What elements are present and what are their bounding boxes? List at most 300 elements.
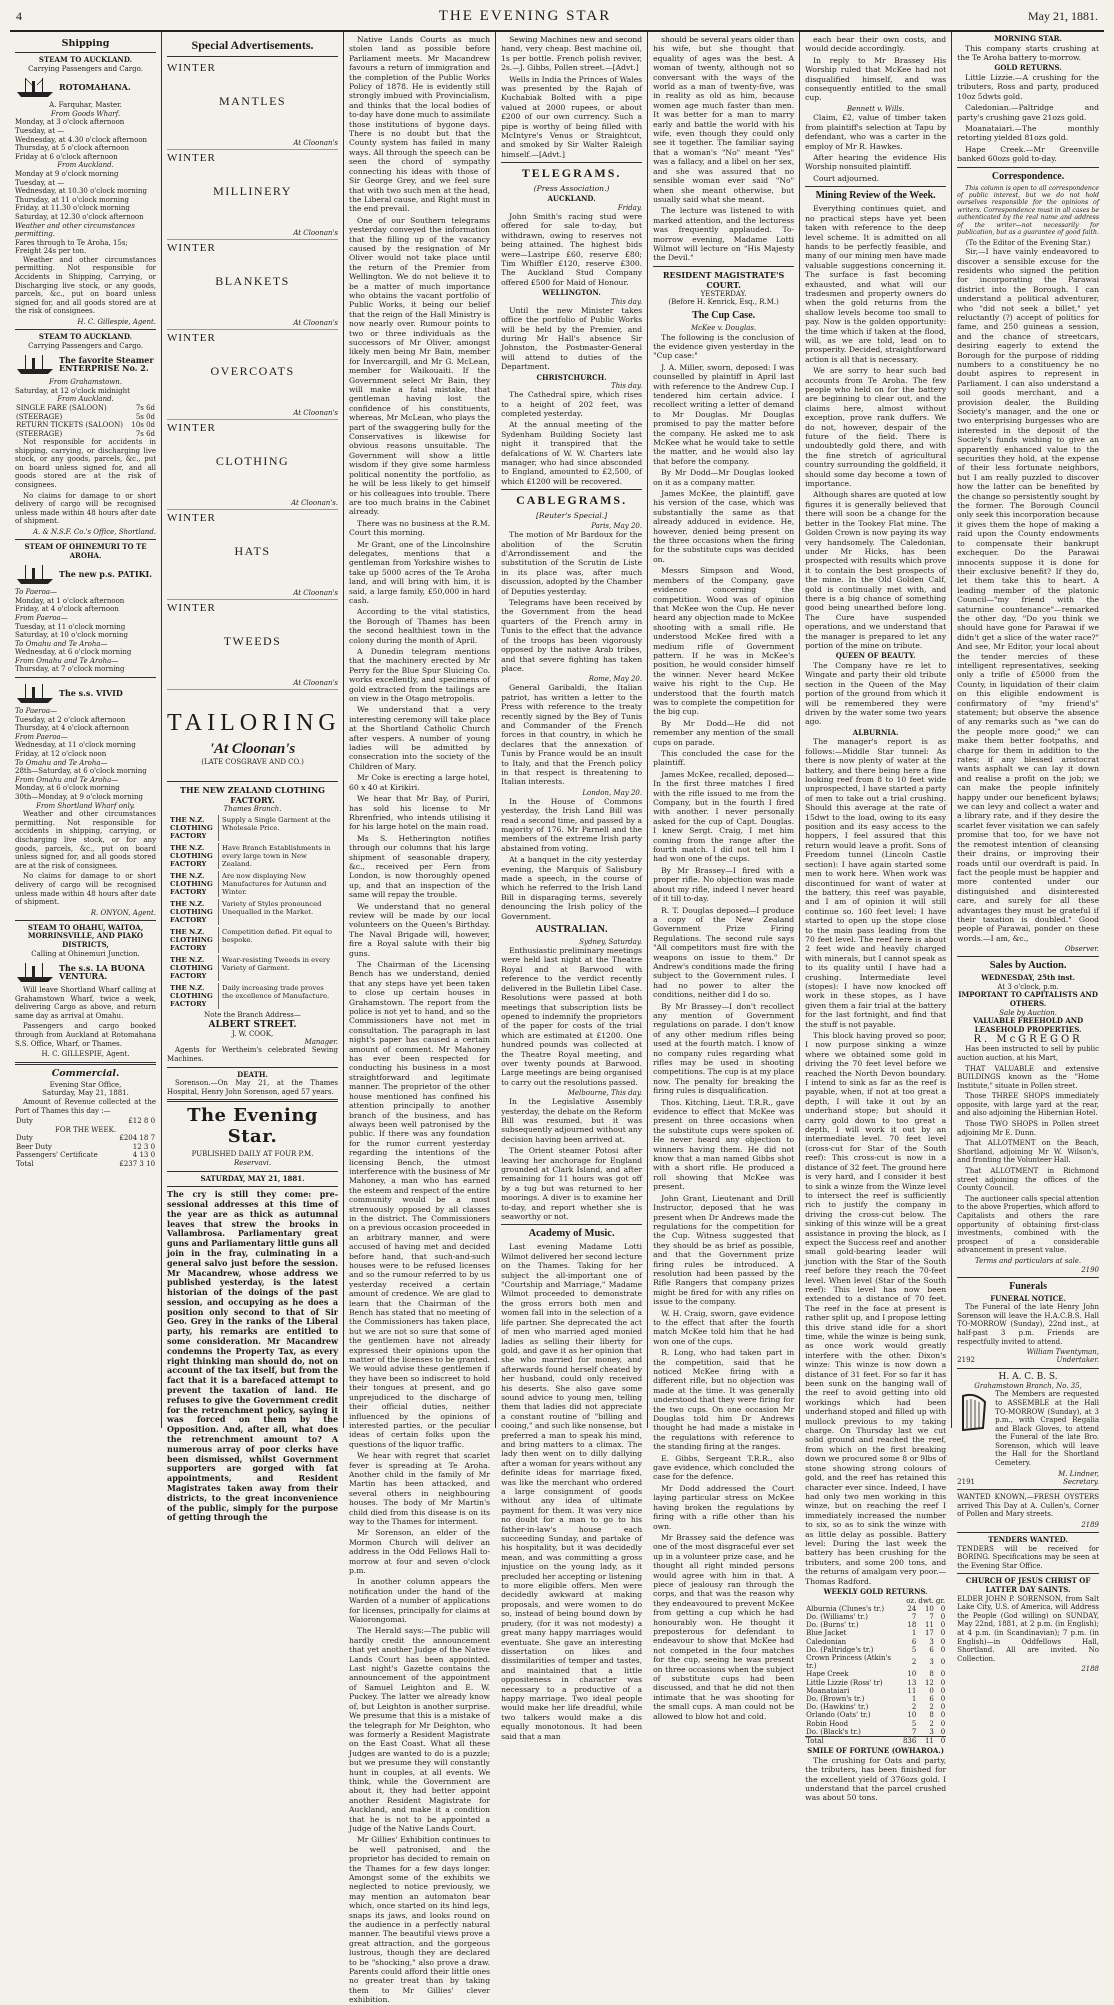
gold-value: 6 xyxy=(929,1645,934,1654)
ad-text: Weather and other circumstances permitting. Not responsible for Accidents in Shipping, Carrying, or Discharging live stock, or any goods, parcels, &c., put on board unless signed for, and all goods stored are at the risk of consignees. xyxy=(15,255,157,316)
dateline: Sydney, Saturday. xyxy=(579,938,643,947)
ad-text: Will leave Shortland Wharf calling at Grahamstown Wharf, twice a week, delivering Cargo as above, and return same day as arrival at Omahu. xyxy=(15,986,157,1020)
dateline: Paris, May 20. xyxy=(591,522,643,531)
revenue-label: Duty xyxy=(16,1117,33,1126)
gold-value: 7 xyxy=(911,1612,917,1621)
auction-text: Those THREE SHOPS immediately opposite, with large yard at the rear, and also adjoining the Hibernian Hotel. xyxy=(957,1092,1100,1118)
fare-label: (STEERAGE) xyxy=(16,412,63,421)
court-text: The following is the conclusion of the evidence given yesterday in the "Cup case:" xyxy=(653,332,795,361)
court-heading: RESIDENT MAGISTRATE'S COURT. xyxy=(662,269,785,290)
court-text: Claim, £2, value of timber taken from plaintiff's selection at Tapu by defendant, who was a carter in the employ of Mr R. Hawkes. xyxy=(805,113,947,151)
gold-value: 5 xyxy=(911,1719,917,1728)
ad-title: STEAM TO AUCKLAND. xyxy=(38,55,133,64)
cable-text: General Garibaldi, the Italian patriot, has written a letter to the Press with reference to the treaty recently signed by the Bey of Tunis and Commander of the French forces in that country, in which he declares that the annexation of Tunis by France would be an insult to Italy, and that the French policy in that respect is threatening to Italian interests. xyxy=(501,683,643,787)
ad-title: STEAM TO AUCKLAND. xyxy=(38,332,133,342)
schedule-line: Friday, at 12 o'clock noon xyxy=(15,750,107,759)
section-heading: Commercial. xyxy=(51,1067,120,1079)
ship-name: The s.s. VIVID xyxy=(59,687,123,698)
gold-value: 11 xyxy=(907,1686,917,1695)
nz-row xyxy=(169,955,336,981)
court-day: YESTERDAY. xyxy=(700,289,747,298)
lecture-text: Last evening Madame Lotti Wilmot delivered her second lecture on the Thames. Taking for her subject the all-important one of "Courtship and Marriage," Madame Wilmot proceeded to demonstrate the gross errors both men and women fall into in the selection of a life partner. She deprecated the act of men who married aged monied ladies as selling their liberty for gold, and gave it as her opinion that she who married for money, and afterwards found herself cheated by her husband, could only received his deserts. She also gave some sound advice to young men, telling them that ladies did not appreciate a constant routine of "billing and cooing," and such like nonsense, but preferred a man to speak his mind, and bring matters to a climax. The lady then went on to dilly dallying after a woman for years without any definite ideas for marriage fixed, was like the merchant who ordered a large consignment of goods without any idea of ultimate payment for them. It was very nice no doubt for a man to go to his father-in-law's house each succeeding Sunday, and partake of his hospitality, but it was decidedly mean, and was committing a gross injustice on the young lady, as it precluded her accepting or listening to more eligible offers. Men were decidedly awkward at making proposals, and were women to do so, instead of being bound down by prudery, (for it was not modesty) a great many happy marriages would eventuate. She gave an interesting dissertation on likes and dissimilarities of temper and tastes, and maintained that a little oppositeness in character was necessary to a productive of a happy marriage. Two ideal people would make her life dreadful, while two talkers would make a dis equally monotonous. It had been said that a man xyxy=(501,1242,643,1741)
gold-value: 10 xyxy=(924,1604,934,1613)
revenue-week-label: FOR THE WEEK. xyxy=(54,1125,117,1134)
mine-name: Do. (Hawkins' tr.) xyxy=(806,1703,869,1712)
column-special-ads xyxy=(162,32,344,1523)
mine-name: Do. (Paltridge's tr.) xyxy=(806,1645,874,1654)
gold-value: 2 xyxy=(929,1719,934,1728)
church-heading: CHURCH OF JESUS CHRIST OF LATTER DAY SAINTS. xyxy=(965,1576,1091,1594)
undertaker-title: Undertaker. xyxy=(1056,1356,1100,1365)
column-court xyxy=(648,32,800,1721)
editorial-paragraph: One of our Southern telegrams yesterday conveyed the information that the filling up of the vacancy caused by the resignation of Mr Oliver would not take place until the return of the Premier from Wellington. We do not believe it to be a matter of much importance who obtains the vacant portfolio of Public Works, it being our belief that the reign of the Hall Ministry is now nearly over. Rumour points to two or three individuals as the successors of Mr Oliver, amongst likely men being Mr Bain, member for Invercargill, and Mr G. McLean, member for Waikouaiti. If the Government select Mr Bain, they will make a fatal mistake, that gentleman having lost the confidence of his constituents, whereas, Mr McLean, who plays the part of the swaggering bully for the Conservatives is likewise for obvious reasons unsuitable. The Government will show a little wisdom if they give some harmless political nonentity the portfolio, as he will be less likely to get himself or his colleagues into trouble. There are too much brains in the Cabinet already. xyxy=(349,215,491,517)
schedule-line: Wednesday, at 10.30 o'clock morning xyxy=(15,187,147,196)
court-text: Mr Dodd addressed the Court laying particular stress on McKee having broken the regulations by firing with a rifle other than his own. xyxy=(653,1483,795,1531)
telegram-text: The Cathedral spire, which rises to a height of 202 feet, was completed yesterday. xyxy=(501,390,643,418)
nz-factory-claim: Supply a Single Garment at the Wholesale Price. xyxy=(222,816,331,833)
death-heading: DEATH. xyxy=(237,1069,268,1079)
published-line: PUBLISHED DAILY AT FOUR P.M. xyxy=(191,1150,314,1159)
gold-value: 1 xyxy=(911,1629,917,1638)
auction-terms: Terms and particulars at sale. xyxy=(975,1256,1082,1265)
winter-word: WINTER xyxy=(167,422,216,434)
news-paragraph: Mr Grant, one of the Lincolnshire delegates, mentions that a gentleman from Yorkshire wishes to take up 5000 acres of the Te Aroha land, and will bring with him, it is said, a large family, £50,000 in hard cash. xyxy=(349,539,491,605)
mining-text: This company starts crushing at the Te Aroha battery to-morrow. xyxy=(957,43,1100,62)
correspondence-note: This column is open to all correspondence of public interest, but we do not hold ourselves responsible for the opinions of writers. Correspondence must in all cases be authenticated by the real name and address of the writer—not necessarily for publication, but as a guarantee of good faith. xyxy=(957,184,1100,237)
winter-ad xyxy=(167,600,338,690)
route-label: From Omahu and Te Aroha— xyxy=(15,775,119,784)
cup-case-heading: The Cup Case. xyxy=(692,309,756,321)
gold-row xyxy=(805,1613,946,1621)
gold-row xyxy=(805,1703,946,1711)
news-paragraph: We hear with regret that scarlet fever is spreading at Te Aroha. Another child in the family of Mr Martin has been attacked, and several others in neighbouring houses. The body of Mr Martin's child died from this disease is on its way to the Thames for interment. xyxy=(349,1451,491,1526)
schedule-line: Friday, at 11.30 o'clock morning xyxy=(15,204,130,213)
route-label: To Paeroa— xyxy=(15,588,58,597)
auctioneer-name: R. McGREGOR xyxy=(973,1034,1083,1046)
court-text: W. H. Craig, sworn, gave evidence to the effect that after the fourth match McKee told him that he had won one of the cups. xyxy=(653,1308,795,1346)
schedule-line: Monday at 9 o'clock morning xyxy=(15,169,119,178)
route-label: To Paeroa— xyxy=(15,707,58,716)
ad-number: 2192 xyxy=(957,1356,975,1365)
steamship-icon xyxy=(15,562,55,586)
gold-row xyxy=(805,1629,946,1637)
gold-header-row xyxy=(805,1597,946,1605)
mine-subheading: SMILE OF FORTUNE (OWHAROA.) xyxy=(807,1746,945,1756)
winter-ads xyxy=(167,60,338,690)
schedule-line: Monday, at 6 o'clock morning xyxy=(15,784,120,793)
ship-name: The s.s. LA BUONA VENTURA. xyxy=(59,962,145,982)
letter-to: (To the Editor of the Evening Star.) xyxy=(965,238,1091,247)
court-text: Court adjourned. xyxy=(813,173,879,183)
revenue-value: £12 8 0 xyxy=(128,1117,156,1126)
church-text: ELDER JOHN P. SORENSON, from Salt Lake City, U.S. of America, will Address the People (God willing) on SUNDAY, May 22nd, 1881, at 2 p.m. (in English); at 4 p.m. (in Scandinavian); 7 p.m. (in English)—in Oddfellows Hall, Shortland. All are invited. No Collection. xyxy=(957,1594,1100,1663)
editorial-text: The cry is still they come: pre-sessional addresses at this time of the year are as thick as autumnal leaves that strew the brooks in Vallambrosa. Parliamentary great guns and Parliamentary little guns all join in the fray, culminating in a general salvo just before the session. Mr Macandrew, whose address we published yesterday, is the latest historian of the doings of the past session, and occupying as he does a position only second to that of Sir Geo. Grey in the ranks of the Liberal party, his remarks are entitled to some consideration. Mr Macandrew condemns the Property Tax, as every right thinking man should do, not on account of the tax itself, but from the fact that it is a barefaced attempt to prevent the taxation of land. He refuses to give the Government credit for the retrenchment policy, saying it was forced on them by the Opposition. And, after all, what does the retrenchment amount to? A numerous array of poor clerks have been dismissed, whilst Government supporters are gorged with fat appointments, and Resident Magistrates taken away from their districts, to the great inconvenience of the public, simply for the purpose of getting through the xyxy=(167,1189,339,1523)
funeral-notice-title: FUNERAL NOTICE. xyxy=(990,1293,1066,1303)
ad-note: From Shortland Wharf only. xyxy=(36,801,135,810)
winter-item: TWEEDS xyxy=(223,634,282,648)
gold-value: 2 xyxy=(911,1658,917,1667)
manager-title: Manager. xyxy=(304,1038,339,1047)
news-paragraph: In another column appears the notification under the hand of the Warden of a number of applications for licenses, principally for claims at Waiorongomai. xyxy=(349,1577,491,1625)
route-label: From Paeroa— xyxy=(15,613,68,622)
nz-row xyxy=(169,843,336,869)
auction-text: Has been instructed to sell by public auction auction, at his Mart, xyxy=(957,1045,1100,1062)
press-association: (Press Association.) xyxy=(533,184,610,194)
nz-row xyxy=(169,983,336,1009)
ad-note: Weather and other circumstances permitting. xyxy=(15,221,135,239)
dateline: WELLINGTON. xyxy=(542,288,601,298)
advt-paragraph: Sewing Machines new and second hand, very cheap. Best machine oil, 1s per bottle. French polish reviver, 2s.—J. Gibbs, Pollen street.—[Advt.] xyxy=(501,35,643,73)
court-before: (Before H. Kenrick, Esq., R.M.) xyxy=(668,298,779,307)
paper-title: THE EVENING STAR xyxy=(438,8,612,24)
gold-value: 7 xyxy=(929,1612,934,1621)
secretary-name: M. Lindner, xyxy=(1058,1469,1100,1478)
schedule-line: Thursday, at 11 o'clock morning xyxy=(15,195,129,204)
auction-date: WEDNESDAY, 25th inst. xyxy=(981,973,1076,983)
winter-word: WINTER xyxy=(167,62,216,74)
mine-subheading: ALBURNIA. xyxy=(852,727,899,737)
revenue-table xyxy=(15,1117,156,1126)
news-paragraph: Mr Gillies' Exhibition continues to be well patronised, and the proprietor has decided to remain on the Thames for a few days longer. Amongst some of the exhibits we neglected to notice previously, we may mention an automaton bear which, once started on its hind legs, snaps its jaws, and looks round on the audience in a perfectly natural manner. The beautiful views prove a great attraction, and the gorgeous lustrous, though they are declared to be "shocking," also prove a draw. Parents could afford their little ones no greater treat than by taking them to Mr Gillies' clever exhibition. xyxy=(349,1835,491,2005)
cable-text: Enthusiastic preliminary meetings were held last night at the Theatre Royal and at Barwood with reference to the verdict recently delivered in the Bulletin Libel Case. Resolutions were passed at both meetings that subscription lists be opened to indemnify the proprietors of the paper for costs of the trial which are estimated at £1200. One hundred pounds was collected at the Theatre Royal meeting, and over twenty pounds at Barwood. Large meetings are being organised to carry out the resolutions passed. xyxy=(501,946,643,1087)
australian-heading: AUSTRALIAN. xyxy=(535,924,608,936)
nz-factory-heading: THE NEW ZEALAND CLOTHING FACTORY. xyxy=(180,784,325,805)
dateline: London, May 20. xyxy=(582,788,643,797)
winter-word: WINTER xyxy=(167,242,216,254)
auction-text: THAT VALUABLE and extensive BUILDINGS known as the "Home Institute," situate in Pollen street. xyxy=(957,1064,1100,1090)
gold-value: 0 xyxy=(940,1612,946,1621)
fare-value: 10s 0d xyxy=(131,421,156,429)
winter-location: At Cloonan's xyxy=(293,589,339,597)
death-notice: Sorenson.—On May 21, at the Thames Hospital, Henry John Sorenson, aged 57 years. xyxy=(167,1079,339,1096)
gold-row xyxy=(805,1695,946,1703)
route-label: From Grahamstown. xyxy=(48,378,123,387)
gold-value: 7 xyxy=(911,1727,917,1736)
revenue-row xyxy=(15,1151,156,1160)
nz-factory-label: THE N.Z. CLOTHING FACTORY xyxy=(169,983,219,1009)
court-text: By Mr Brassey—I fired with a proper rifle. No objection was made about my rifle, indeed I never heard of it till to-day. xyxy=(653,865,795,904)
gold-returns-heading: WEEKLY GOLD RETURNS. xyxy=(823,1586,928,1596)
news-paragraph: We understand that no general review will be made by our local volunteers on the Queen's Birthday. The Naval Brigade will, however, fire a Royal salute with their big guns. xyxy=(349,901,491,958)
revenue-value: £204 18 7 xyxy=(119,1134,156,1143)
fare-row xyxy=(15,421,156,430)
winter-ad xyxy=(167,240,338,330)
revenue-row xyxy=(15,1117,156,1126)
ad-agent: R. ONYON, Agent. xyxy=(90,908,157,917)
news-paragraph: The Chairman of the Licensing Bench has we understand, denied that any steps have yet been taken to close up certain houses in Grahamstown. The report from the police is not yet to hand, and so the Commissioners have not met in consultation. The paragraph in last night's paper has caused a certain amount of comment. Mr Mahoney has ever been respected for conducting his business in a most straightforward and legitimate manner. The proprietor of the other house mentioned has confined his attention principally to another branch of the business, and has always been well patronised by the public. If there was any foundation for the rumor current yesterday regarding the intentions of the licensing Bench, the utmost interference with the business of Mr Mahoney, a man who has earned the esteem and respect of the entire community would be a most strenuously opposed by all classes in the district. The Commissioners on a previous occasion proceeded in an arbitrary manner, and were accused of having met and decided before hand, that such-and-such houses were to be refused licenses and so the rumour referred to by us yesterday received a certain amount of credence. We are glad to learn that the Chairman of the Bench has stated that no meeting of the Commissioners has taken place, but we are not so sure that some of the gentlemen have not already expressed their opinions upon the matter of the licenses to be granted. We would advise these gentlemen if they have been so indiscreet to hold their tongues at present, and go unprejudiced to the discharge of their official duties, neither influenced by the opinions of interested parties, or the peculiar ideas of certain folks upon the questions of the liquor traffic. xyxy=(349,960,491,1449)
at-cloonans: 'At Cloonan's xyxy=(209,741,296,757)
nz-row xyxy=(169,871,336,897)
schedule-line: Friday at 6 o'clock afternoon xyxy=(15,152,118,161)
gold-value: 2 xyxy=(929,1703,934,1712)
gold-row xyxy=(805,1670,946,1678)
gold-row xyxy=(805,1605,946,1613)
auction-text: That ALLOTMENT on the Beach, Shortland, adjoining Mr W. Wilson's, and fronting the Volunteer Hall. xyxy=(957,1139,1100,1165)
dateline-day: This day. xyxy=(610,297,643,306)
cable-text: Telegrams have been received by the Government from the head quarters of the French army in Tunis to the effect that the advance of the troops has been vigorously opposed by the native Arab tribes, and that severe fighting has taken place. xyxy=(501,598,643,673)
winter-item: CLOTHING xyxy=(215,454,290,468)
winter-item: MILLINERY xyxy=(213,184,292,198)
gold-value: 24 xyxy=(907,1604,917,1613)
winter-word: WINTER xyxy=(167,332,216,344)
commercial-date: Saturday, May 21, 1881. xyxy=(42,1089,129,1098)
court-text: In reply to Mr Brassey His Worship ruled that McKee had not disqualified himself, and was consequently entitled to the small cup. xyxy=(805,55,947,103)
news-paragraph: A Dunedin telegram mentions that the machinery erected by Mr Perry for the Blue Spur Sluicing Co. works excellently, and specimens of gold extracted from the tailings are on view in the Otago metropolis. xyxy=(349,647,491,704)
gold-value: 0 xyxy=(940,1658,946,1667)
gold-value: 0 xyxy=(940,1637,946,1646)
nz-factory-label: THE N.Z. CLOTHING FACTORY xyxy=(169,815,219,841)
winter-location: At Cloonan's xyxy=(293,229,339,237)
ad-number: 2191 xyxy=(957,1477,975,1486)
ship-master: A. Farquhar, Master. xyxy=(49,101,122,110)
agents-note: Agents for Wertheim's celebrated Sewing Machines. xyxy=(167,1046,339,1063)
ship-ad xyxy=(15,562,156,586)
steamship-icon xyxy=(15,681,55,705)
schedule-line: Tuesday, at 11 o'clock morning xyxy=(15,622,126,631)
news-paragraph: The Herald says:—The public will hardly credit the announcement that yet another Judge of the Native Lands Court has been appointed. Last night's Gazette contains the announcement of the appointment of Samuel Leighton and E. W. Puckey. The latter we already know of, but Leighton is another surprise. We presume that this is a mistake of the telegraph for Mr Deighton, who was formerly a Resident Magistrate on the East Coast. What all these Judges are wanted to do is a puzzle; but we presume they will constantly hunt in couples, at all events. We think, while the Government are about it, they had better appoint another Resident Magistrate for Auckland, and make it a condition that he is not to be appointed a Judge of the Native Lands Court. xyxy=(349,1626,491,1833)
column-mining xyxy=(800,32,952,1803)
mine-subheading: GOLD RETURNS. xyxy=(994,63,1062,73)
editorial-paragraph: Native Lands Courts as much stolen land as possible before Parliament meets. Mr Macandrew favours a return of immigration and the completion of the Public Works Policy of 1878. He is evidently still strongly imbued with Provincialism, and thinks that the local bodies of to-day have done much to assimilate those institutions of bygone days. There is no doubt but that the County system has failed in many ways. All through the speech can be seen the chord of sympathy connecting his ideas with those of Sir George Grey, and we feel sure that with two such men at the head, the Liberal cause, and Right must in the end prevail. xyxy=(349,35,491,214)
winter-item: MANTLES xyxy=(218,94,287,108)
nz-factory-label: THE N.Z. CLOTHING FACTORY xyxy=(169,843,219,869)
mining-text: This block having proved so poor, I now purpose sinking a winze where we obtained some gold in driving the 70 feet level before we reached the North Devon boundary. I intend to sink as far as the reef is payable, when, if not at too great a depth, I will take it out by an underhand stope; but should it carry gold down to too great a depth, I will work it out by an intermediate level. 70 feet level (cross-cut for Star of the South reef): This cross-cut is now in a distance of 32 feet. The ground here is very hard, and I consider it best to sink a winze from the Winze level to intersect the reef is sufficiently rich to justify the company in driving the cross-cut below. The sinking of this winze will be a great assistance in proving the block, as I expect the Success reef and another small gold-bearing leader will junction with the Star of the South reef before they reach the 70-feet level. When level (Star of the South reef): This level has now been extended to a distance of 70 feet. The reef in the face at present is rather split up, and I propose letting this drive stand idle for a short time, while the winze is being sunk, as once work would greatly interfere with the other. Dixon's winze: This winze is now down a distance of 31 feet. For so far it has been sunk on the hanging wall of the reef to avoid getting into old workings which had been underhand stoped and filled up with mullock previous to my taking charge. On Thursday last we cut solid ground and reached the reef, from which on the first breaking down we procured some 8 or 9lbs of stone showing strong colours of gold, and the reef has retained this character ever since. Indeed, I have had only two men working in this winze, but on reaching the reef I immediately increased the number to six, so as to sink the winze with as little delay as possible. Battery level: During the last week the battery has been crushing for the tributers, and some 200 tons, and the returns of amalgam very poor.—Thomas Radford. xyxy=(805,1031,947,1586)
wanted-known-text: WANTED KNOWN,—FRESH OYSTERS arrived This Day at A. Cullen's, Corner of Pollen and Mary streets. xyxy=(957,1493,1100,1519)
route-label: From Goods Wharf. xyxy=(50,109,121,118)
lecture-text: The lecture was listened to with marked attention, and the lecturess was frequently applauded. To-morrow evening, Madame Lotti Wilmot will lecture on "His Majesty the Devil." xyxy=(653,206,795,263)
gold-value: 11 xyxy=(924,1621,934,1630)
telegram-text: Until the new Minister takes office the portfolio of Public Works will be held by the Premier, and during Mr Hall's absence Sir Johnston, the Postmaster-General will attend to duties of the Department. xyxy=(501,305,643,372)
ad-agent: H. C. Gillespie, Agent. xyxy=(77,318,157,327)
gold-row xyxy=(805,1638,946,1646)
gold-value: 0 xyxy=(940,1645,946,1654)
schedule-line: 30th—Monday, at 9 o'clock morning xyxy=(15,793,143,801)
court-text: After hearing the evidence His Worship nonsuited plaintiff. xyxy=(805,153,947,172)
nz-factory-claim: Competition defied. Fit equal to bespoke. xyxy=(222,928,332,945)
mine-name: Do. (Williams' tr.) xyxy=(806,1612,868,1621)
funeral-text: The Funeral of the late Henry John Sorenson will leave the H.A.C.B.S. Hall TO-MORROW (Sunday), 22nd inst., at half-past 3 p.m. Friends are respectfully invited to attend. xyxy=(957,1303,1100,1346)
auction-time: At 3 o'clock, p.m. xyxy=(997,982,1059,991)
harp-icon xyxy=(957,1390,991,1434)
court-text: J. A. Miller, sworn, deposed: I was counselled by plaintiff in April last with reference to the Andrew Cup. I tendered him certain advice. I recollect writing a letter of demand to Mr Douglas. Mr Douglas promised to pay the matter before the company. He asked me to ask McKee what he would take to settle the matter, and he would also lay that before the company. xyxy=(653,362,795,466)
gold-value: 0 xyxy=(940,1719,946,1728)
gold-value: 18 xyxy=(907,1621,917,1630)
gold-row xyxy=(805,1654,946,1670)
section-heading: Shipping xyxy=(61,38,110,49)
fare-row xyxy=(15,430,156,439)
revenue-label: Beer Duty xyxy=(16,1142,52,1151)
evening-star-nameplate: The Evening Star. xyxy=(187,1105,318,1148)
mining-text: Everything continues quiet, and no practical steps have yet been taken with reference to the deep level scheme. It is admitted on all hands to be perfectly feasible, and many of our mining men have made valuable suggestions concerning it. The surface is fast becoming exhausted, and what will our tradesmen and property owners do when the gold returns from the shallow levels become too small to pay. Now is the golden opportunity: the time which if taken at the flood, will, as we are told, lead on to prosperity. Decided, straightforward action is all that is necessary. xyxy=(805,204,947,364)
fare-value: 5s 0d xyxy=(135,412,156,421)
letter-signature: Observer. xyxy=(1064,945,1100,954)
ad-number: 2189 xyxy=(1081,1521,1100,1530)
auction-title: VALUABLE FREEHOLD AND LEASEHOLD PROPERTIES. xyxy=(972,1016,1084,1034)
court-text: Thos. Kitching, Lieut. T.R.R., gave evidence to effect that McKee was present on three occasions when the substitute cups were spoken of. He never heard any objection to winners having them. He did not know that a man named Gibbs shot with a short rifle. He produced a roll showing that McKee was present. xyxy=(653,1097,795,1192)
gold-value: 3 xyxy=(929,1658,934,1667)
route-label: To Omahu and Te Aroha— xyxy=(15,639,108,648)
secretary-title: Secretary. xyxy=(1063,1477,1100,1486)
gold-total-row xyxy=(805,1737,946,1746)
winter-location: At Cloonan's xyxy=(293,679,339,687)
schedule-line: Saturday, at 12 o'clock midnight xyxy=(15,386,130,395)
gold-row xyxy=(805,1687,946,1695)
fare-label: RETURN TICKETS (SALOON) xyxy=(16,421,123,429)
court-text: John Grant, Lieutenant and Drill Instructor, deposed that he was present when Dr Andrews made the regulations for the competition for the Cup. Witness suggested that they should be as brief as possible, and that the Government prize firing rules be introduced. A resolution had been passed by the Rifle Rangers that company prizes might be fired for with any rifles on issue to the company. xyxy=(653,1193,795,1307)
nz-factory-claim: Daily increasing trade proves the excellence of Manufacture. xyxy=(222,984,330,1001)
dateline: CHRISTCHURCH. xyxy=(536,372,607,382)
nz-row xyxy=(169,815,336,841)
mining-text: The Company have re let to Wingate and party their old tribute section in the Queen of the May portion of the ground from which it will be remembered they were driven by the water some two years ago. xyxy=(805,660,947,727)
issue-date: May 21, 1881. xyxy=(1027,9,1098,23)
commercial-office: Evening Star Office, xyxy=(49,1080,122,1089)
mine-name: Total xyxy=(806,1737,824,1746)
academy-heading: Academy of Music. xyxy=(528,1228,615,1240)
gold-value: 5 xyxy=(911,1645,917,1654)
mine-name: Hape Creek xyxy=(806,1670,849,1679)
court-text: E. Gibbs, Sergeant T.R.R., also gave evidence, which concluded the case for the defence. xyxy=(653,1453,795,1482)
funerals-heading: Funerals xyxy=(1009,1280,1047,1292)
schedule-line: Monday, at 1 o'clock afternoon xyxy=(15,596,125,605)
news-paragraph: Mr Coke is erecting a large hotel, 60 x 40 at Kirikiri. xyxy=(349,773,491,792)
ad-text: Not responsible for accidents in shipping, carrying, or discharging live stock, or any goods, parcels, &c., put on board unless signed for, and all goods stored are at the risk of consignees. xyxy=(15,438,157,489)
winter-word: WINTER xyxy=(167,602,216,614)
auction-sale: Sale by Auction. xyxy=(999,1008,1057,1017)
auction-text: The auctioneer calls special attention to the above Properties, which afford to Capitalists and others the rare opportunity of obtaining first-class investments, combined with the prospect of a considerable advancement in present value. xyxy=(957,1194,1100,1255)
page-number: 4 xyxy=(16,9,22,23)
cablegrams-heading: CABLEGRAMS. xyxy=(516,493,628,508)
ad-text: No claims for damage to or short delivery of cargo will be recognised unless made within 48 hours after date of shipment. xyxy=(15,491,157,526)
revenue-total xyxy=(15,1160,156,1169)
winter-ad xyxy=(167,150,338,240)
schedule-line: Tuesday, at 2 o'clock afternoon xyxy=(15,715,126,724)
reuters-special: [Reuter's Special.] xyxy=(535,511,608,521)
steamship-icon xyxy=(15,352,55,376)
nz-factory-claim: Wear-resisting Tweeds in every Variety of Garment. xyxy=(222,956,331,973)
schedule-line: Wednesday, at 4.30 o'clock afternoon xyxy=(15,135,148,144)
court-text: By Mr Brassey—I don't recollect any mention of Government regulations on parade. I don't know of any other medium rifles being used at the fourth match. I know of no company rules regarding what rifles may be used in shooting competitions. The cup is at my place now. The penalty for breaking the firing rules is disqualification. xyxy=(653,1001,795,1096)
auction-heading: Sales by Auction. xyxy=(989,960,1067,972)
branch-label: Thames Branch. xyxy=(223,804,282,813)
commercial-intro: Amount of Revenue collected at the Port of Thames this day :— xyxy=(15,1098,157,1115)
revenue-week-table xyxy=(15,1134,156,1160)
winter-word: WINTER xyxy=(167,512,216,524)
revenue-label: Duty xyxy=(16,1134,33,1143)
section-heading: Special Advertisements. xyxy=(191,38,314,52)
dateline-day: This day. xyxy=(610,382,643,391)
ship-ad xyxy=(15,75,156,99)
fare-table xyxy=(15,404,156,438)
news-paragraph: There was no business at the R.M. Court this morning. xyxy=(349,518,491,538)
gold-value: 10 xyxy=(907,1711,917,1720)
revenue-value: 12 3 0 xyxy=(132,1142,156,1151)
gold-returns-table xyxy=(805,1597,946,1746)
winter-ad xyxy=(167,60,338,150)
news-paragraph: We understand that a very interesting ceremony will take place at the Shortland Catholic Church after vespers. A number of young ladies will be admitted by consecration into the society of the Children of Mary. xyxy=(349,705,491,771)
gold-value: 0 xyxy=(940,1670,946,1679)
nz-factory-label: THE N.Z. CLOTHING FACTORY xyxy=(169,955,219,981)
fare-row xyxy=(15,413,156,422)
ad-fares: Fares through to Te Aroha, 15s; Freight 24s per ton. xyxy=(15,238,128,256)
case-title: Bennett v. Wills. xyxy=(846,104,905,113)
branch-address-label: Note the Branch Address— xyxy=(204,1011,301,1020)
gold-value: 3 xyxy=(929,1637,934,1646)
gold-value: 11 xyxy=(924,1737,934,1746)
route-label: From Omahu and Te Aroha— xyxy=(15,656,119,665)
gold-value: 10 xyxy=(907,1670,917,1679)
hacbs-notice xyxy=(957,1390,1099,1469)
fare-row xyxy=(15,404,156,413)
court-text: By Mr Dodd—Mr Douglas looked on it as a company matter. xyxy=(653,468,795,487)
ad-number: 2188 xyxy=(1081,1665,1100,1674)
gold-header-cell: oz. xyxy=(906,1596,917,1605)
route-label: From Paeroa— xyxy=(15,732,68,741)
mine-name: Crown Princess (Atkin's tr.) xyxy=(806,1653,892,1671)
mining-heading: Mining Review of the Week. xyxy=(815,190,936,202)
letter-text: Sir,—I have vainly endeavored to discover a sensible excuse for the residents who signed the petition for incorporating the Parawai district into the Borough. I can understand a political adventurer, who "did not seek a billet," yet reluctantly (?) accept of politics for fame, and 250 guineas a session, and the chance of streetcars, desiring eagerly to extend the Borough for the purpose of ridding numbers to a constituency he no doubt aspires to represent in Parliament. I can also understand a soil goods merchant, and a provision dealer, the Building Society's manager, and the one or two enterprising burgesses who are interested in the deposit of the Society's funds wishing to give an apparently enhanced value to the securities they hold, at the expense of their less fortunate neighbors, but I am really puzzled to discover how the latter can be benefited by the change so persistently sought by the former. The Borough Council only seek this incorporation because it gives them the hope of making a raid upon the County endowments to compensate their bankrupt exchequer. Do the Parawai innocents suppose it is done for their exclusive benefit? If they do, let them take this to heart. A leading member of the platonic Council—"my friend with the saturnine countenance"—remarked the other day, "Do you think we should have gone for Parawai if we didn't get a slice of the water race?" And see, Mr Editor, your local about the tender mercies of these intelligent representatives, seeking only a trifle of £5000 from the County, in liquidation of their claim on this eligible endowment is confirmatory of "my friend's" statement; but observe the absence of any remarks such as "we can do the people more good;" we can make them better footpaths, and charge for them in addition to the rates; if any blessed aristocrat wants asphalt we can lay it down and realise a profit on the job; we can make the people infinitely happy under our beneficent bylaws; we can levy and collect a water and a library rate, and if they desire the scarlet fever visitation we can safely promise that too, for we have not the remotest intention of cleansing their drains, or improving their roads until our overdraft is paid. In fact the people must be happier and more contented under our distinguished and disinterested care, and surely for all these advantages they must be grateful if their taxation is doubled." Good people of Parawai, ponder on these words.—I am, &c., xyxy=(957,247,1100,943)
gold-value: 8 xyxy=(929,1711,934,1720)
revenue-label: Passengers' Certificate xyxy=(16,1151,98,1160)
mine-name: Do. (Black's tr.) xyxy=(806,1727,861,1736)
ad-title: STEAM TO OHAHU, WAITOA, MORRINSVILLE, AND PIAKO DISTRICTS, xyxy=(27,922,144,949)
schedule-line: Wednesday, at 6 o'clock morning xyxy=(15,648,132,657)
mine-name: Do. (Brown's tr.) xyxy=(806,1695,865,1703)
late-note: (LATE COSGRAVE AND CO.) xyxy=(201,758,304,766)
columns xyxy=(10,32,1104,2005)
gold-value: 13 xyxy=(907,1678,917,1687)
auction-text: Those TWO SHOPS in Pollen street adjoining Mr E. Dunn. xyxy=(957,1120,1100,1137)
court-text: By Mr Dodd—He did not remember any mention of the small cups on parade. xyxy=(653,718,795,747)
court-text: Messrs Simpson and Wood, members of the Company, gave evidence concerning the competition. Wood was of opinion that McKee won the Cup. He never heard any objection made to McKee shooting with a small rifle. He understood McKee fired with a medium rifle of Government pattern. If he was in McKee's position, he would consider himself the winner. Never heard McKee waive his right to the Cup. He understood that the fourth match was to complete the competition for the big cup. xyxy=(653,566,795,717)
fare-value: 7s 6d xyxy=(135,404,156,412)
winter-item: HATS xyxy=(234,544,271,558)
gold-value: 0 xyxy=(929,1686,934,1695)
mining-text: The crushing for Oats and party, the tributers, has been finished for the excellent yield of 376ozs gold. I understand that the parcel crushed was about 50 tons. xyxy=(805,1755,947,1803)
gold-return: Little Lizzie.—A crushing for the tributers, Ross and party, produced 10oz 5dwts gold. xyxy=(957,73,1100,101)
column-telegrams xyxy=(496,32,648,1741)
fare-label: (STEERAGE) xyxy=(16,429,63,438)
ship-name: ROTOMAHANA. xyxy=(59,82,131,93)
mine-subheading: QUEEN OF BEAUTY. xyxy=(835,651,916,661)
gold-header-cell: gr. xyxy=(935,1596,946,1605)
mine-subheading: MORNING STAR. xyxy=(994,34,1062,43)
telegram-text: At the annual meeting of the Sydenham Building Society last night it transpired that the defalcations of W. W. Charters late manager, who had since absconded to England, amounted to £2,500, of which £1200 will be recovered. xyxy=(501,420,643,486)
gold-return: Hape Creek.—Mr Greenville banked 60ozs gold to-day. xyxy=(957,144,1100,164)
gold-value: 17 xyxy=(924,1629,934,1638)
gold-row xyxy=(805,1728,946,1737)
mining-text: We are sorry to hear such bad accounts from Te Aroha. The few people who held on for the battery are beginning to clear out, and the claims here, almost without exception, prove rank duffers. We do not, however, despair of the future of the field. There is undoubtedly gold there, and with the fine stretch of agricultural country surrounding the goldfield, it should some day become a town of importance. xyxy=(805,366,947,489)
gold-row xyxy=(805,1646,946,1654)
mine-name: Do. (Burns' tr.) xyxy=(806,1621,859,1630)
ad-subtitle: Carrying Passengers and Cargo. xyxy=(28,64,143,73)
schedule-line: Saturday, at 12.30 o'clock afternoon xyxy=(15,212,144,221)
mine-name: Moanataiari xyxy=(806,1686,850,1695)
schedule-line: Thursday, at 7 o'clock morning xyxy=(15,665,125,674)
news-paragraph: Ms S. Hetherington notifies through our columns that his large shipment of seasonable drapery, &c., received per Fern from London, is now thoroughly opened up, and that an inspection of the same will repay the trouble. xyxy=(349,833,491,900)
winter-location: At Cloonan's xyxy=(293,409,339,417)
nz-factory-claim: Are now displaying New Manufactures for Autumn and Winter. xyxy=(222,872,327,897)
winter-item: OVERCOATS xyxy=(210,364,295,378)
winter-location: At Cloonan's xyxy=(293,319,339,327)
court-text: each bear their own costs, and would decide accordingly. xyxy=(805,35,947,54)
winter-ad xyxy=(167,510,338,600)
gold-value: 0 xyxy=(940,1703,946,1712)
route-label: From Auckland. xyxy=(57,395,114,404)
nz-factory-label: THE N.Z. CLOTHING FACTORY xyxy=(169,899,219,925)
cable-text: The motion of Mr Bardoux for the abolition of the Scrutin d'Arrondissement and the substitution of the Scrutin de Liste in its place was, after much discussion, adopted by the Chamber of Deputies yesterday. xyxy=(501,530,643,596)
schedule-line: Friday, at 4 o'clock afternoon xyxy=(15,605,119,614)
gold-value: 0 xyxy=(940,1686,946,1695)
